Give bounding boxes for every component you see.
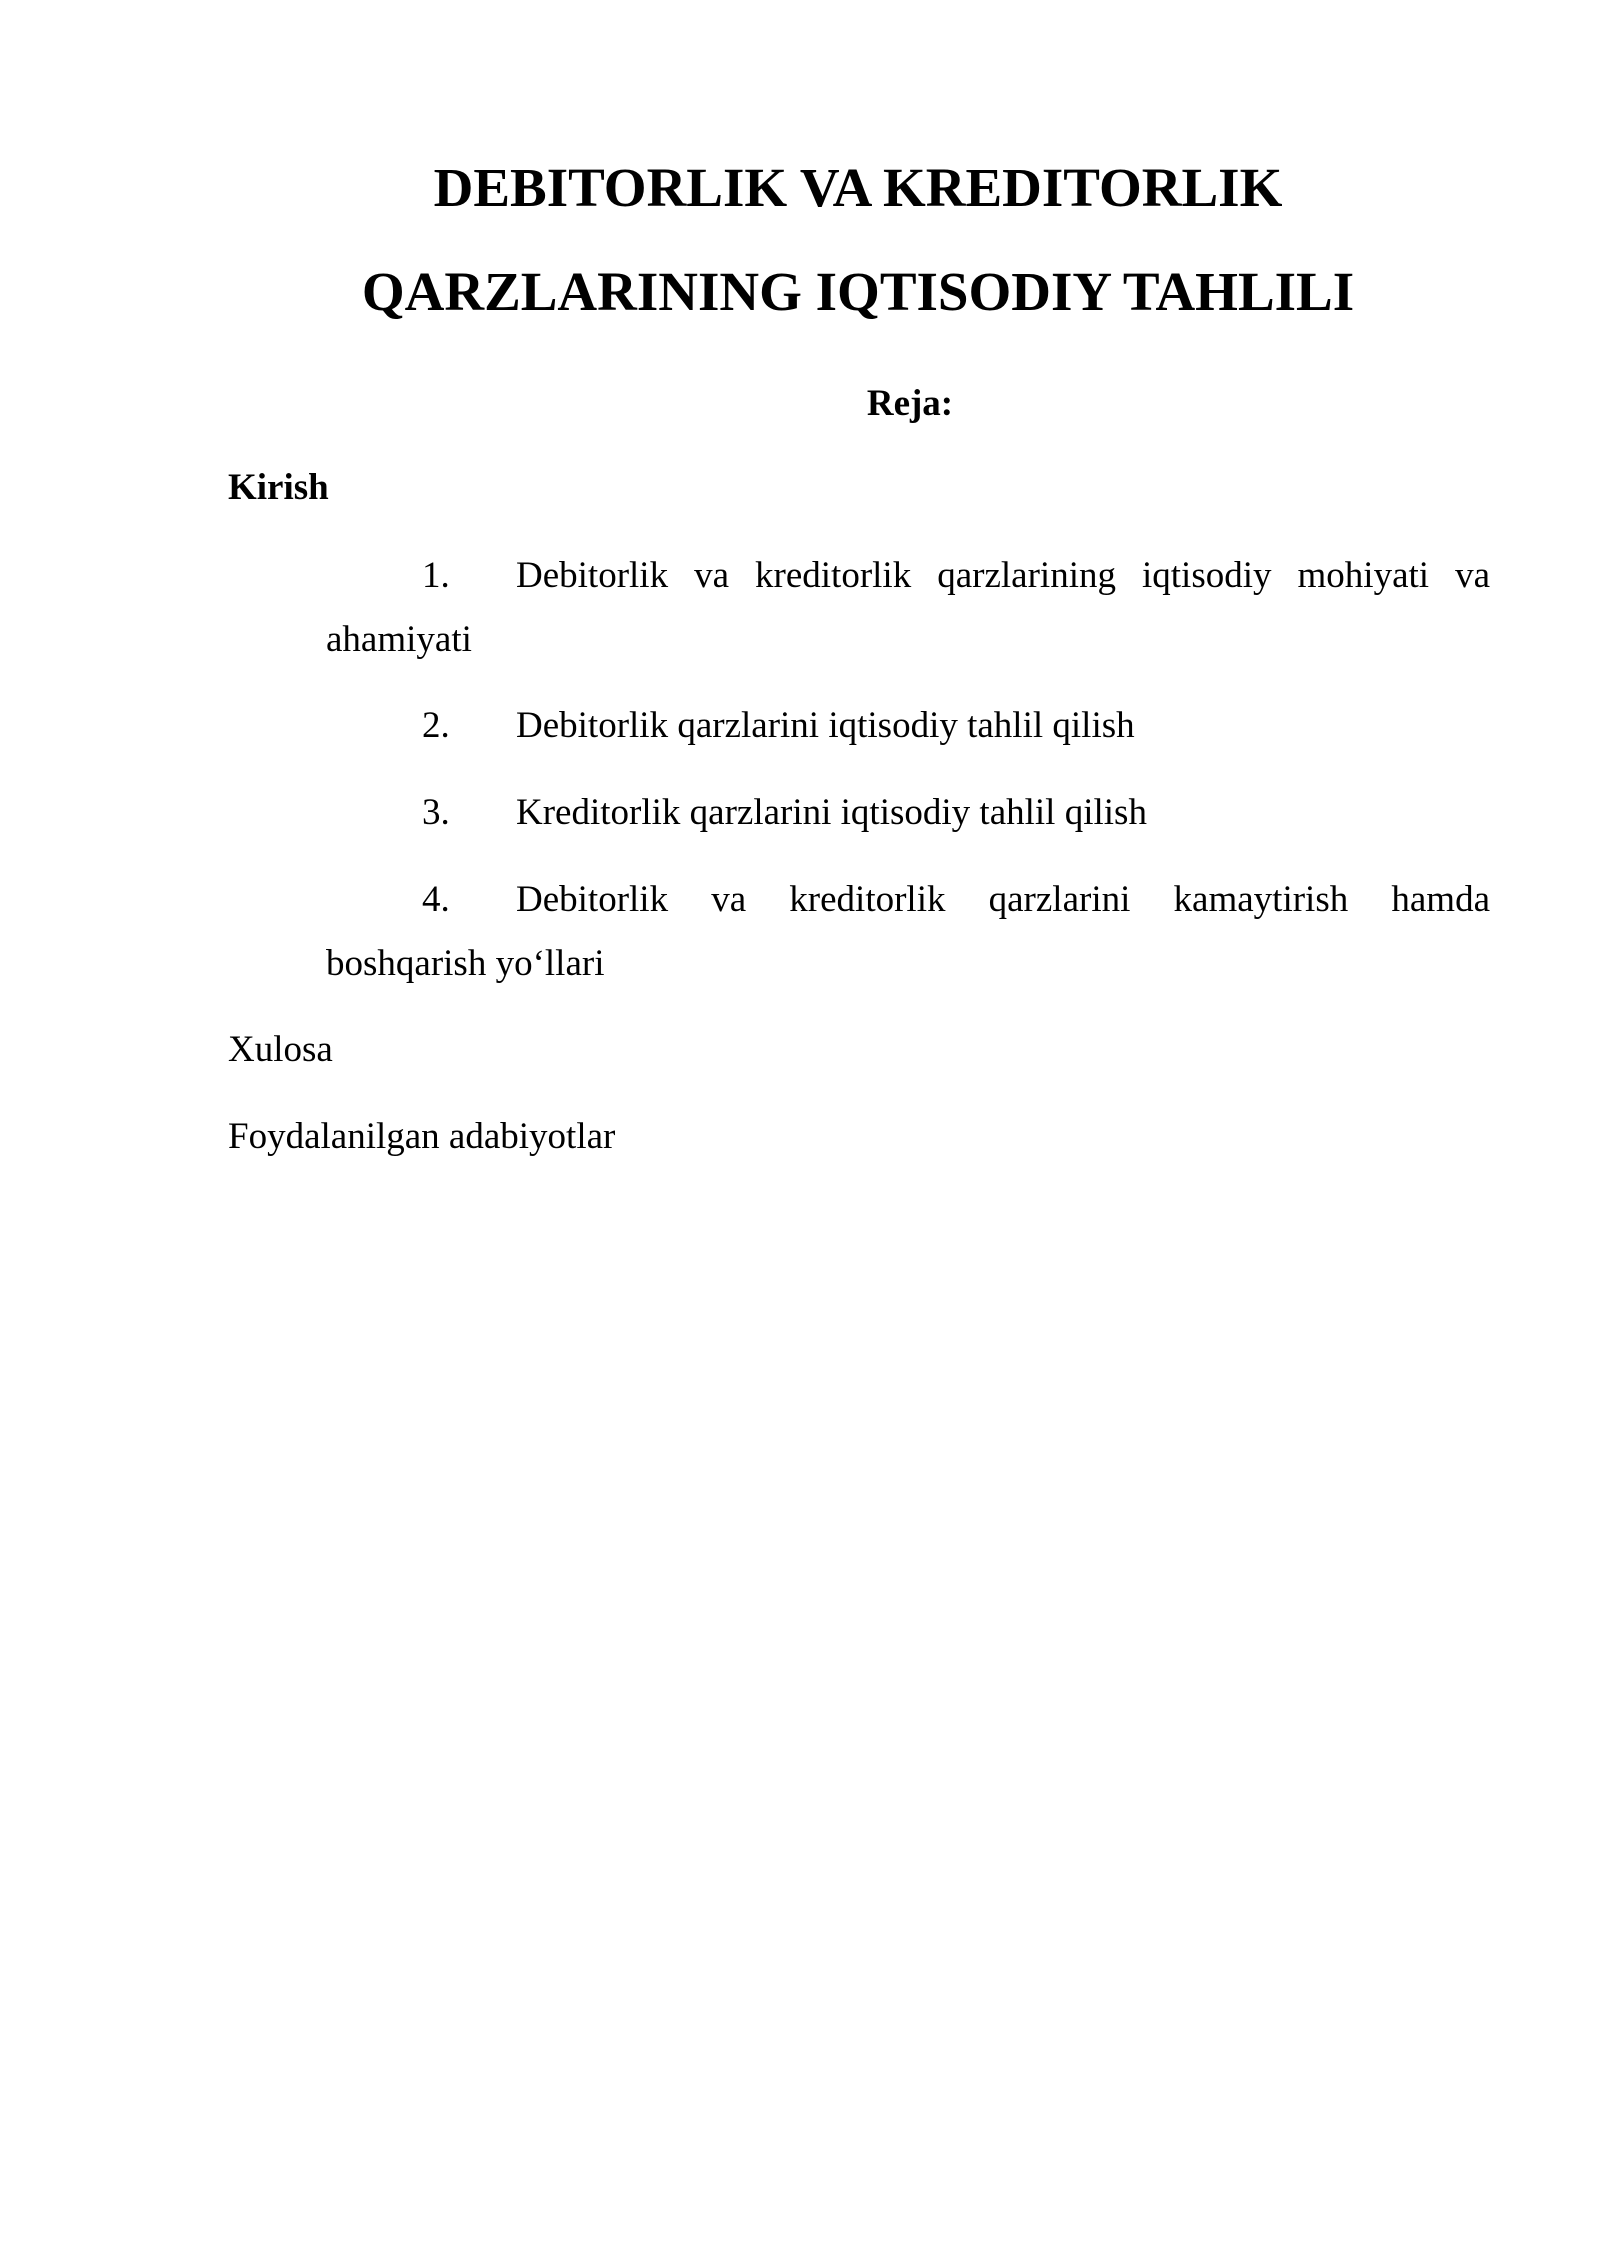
plan-item-text-line1: Debitorlik va kreditorlik qarzlarining iqtisodiy mohiyati va xyxy=(516,555,1490,596)
plan-item-number: 2. xyxy=(422,705,450,746)
plan-item-1 xyxy=(326,544,1490,672)
plan-item-text-line1: Kreditorlik qarzlarini iqtisodiy tahlil qilish xyxy=(516,792,1147,833)
plan-item-number: 4. xyxy=(422,879,450,920)
intro-heading: Kirish xyxy=(228,467,329,508)
plan-item-2 xyxy=(326,694,1490,758)
plan-item-text-line1: Debitorlik va kreditorlik qarzlarini kamaytirish hamda xyxy=(516,879,1490,920)
plan-item-3 xyxy=(326,781,1490,845)
plan-item-text-line1: Debitorlik qarzlarini iqtisodiy tahlil qilish xyxy=(516,705,1135,746)
plan-item-number: 1. xyxy=(422,555,450,596)
plan-item-number: 3. xyxy=(422,792,450,833)
plan-item-4 xyxy=(326,868,1490,996)
plan-item-text-line2: ahamiyati xyxy=(326,619,472,660)
document-title-line-2: QARZLARINING IQTISODIY TAHLILI xyxy=(361,261,1355,322)
plan-item-text-line2: boshqarish yo‘llari xyxy=(326,943,605,984)
plan-heading: Reja: xyxy=(866,383,954,424)
conclusion-entry: Xulosa xyxy=(228,1029,333,1070)
document-title-line-1: DEBITORLIK VA KREDITORLIK xyxy=(433,157,1283,218)
references-entry: Foydalanilgan adabiyotlar xyxy=(228,1116,616,1157)
